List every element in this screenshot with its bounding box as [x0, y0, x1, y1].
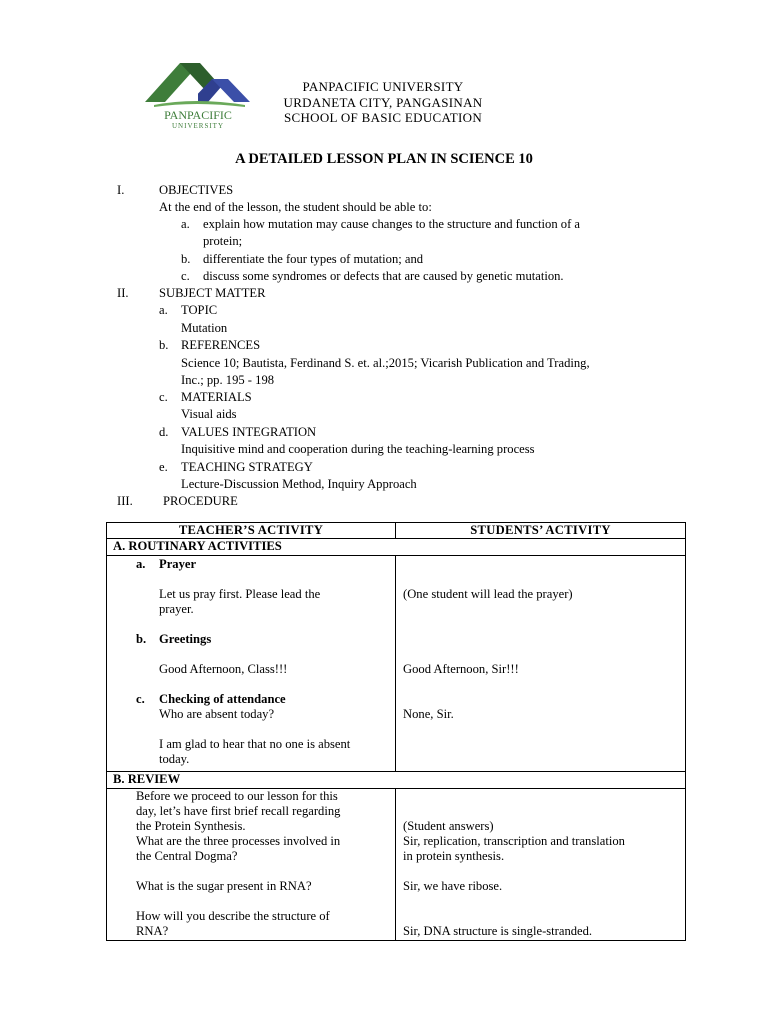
- subject-value: Science 10; Bautista, Ferdinand S. et. al.;2015; Vicarish Publication and Trading,: [181, 356, 590, 370]
- routinary-activities-heading: A. ROUTINARY ACTIVITIES: [107, 539, 686, 556]
- teacher-line: What are the three processes involved in: [136, 834, 341, 848]
- review-heading: B. REVIEW: [107, 772, 686, 789]
- student-line: in protein synthesis.: [403, 849, 505, 863]
- student-line: (Student answers): [403, 819, 494, 833]
- subject-value: Lecture-Discussion Method, Inquiry Approach: [181, 477, 417, 491]
- prayer-label: Prayer: [159, 557, 197, 571]
- teacher-line: Before we proceed to our lesson for this: [136, 789, 338, 803]
- teacher-line: Who are absent today?: [159, 707, 275, 721]
- teacher-line: Let us pray first. Please lead the: [159, 587, 321, 601]
- list-marker: a.: [159, 303, 168, 317]
- objectives-heading: OBJECTIVES: [159, 183, 234, 197]
- objectives-intro: At the end of the lesson, the student should be able to:: [159, 200, 432, 214]
- teacher-line: the Central Dogma?: [136, 849, 238, 863]
- list-marker: a.: [136, 557, 146, 571]
- subject-value: Inquisitive mind and cooperation during the teaching-learning process: [181, 442, 535, 456]
- routinary-teacher-cell: [107, 556, 396, 772]
- attendance-label: Checking of attendance: [159, 692, 286, 706]
- greetings-label: Greetings: [159, 632, 212, 646]
- teacher-line: today.: [159, 752, 190, 766]
- list-marker: c.: [159, 390, 168, 404]
- logo-text: PANPACIFIC: [164, 108, 232, 122]
- list-marker: b.: [159, 338, 169, 352]
- student-line: Sir, we have ribose.: [403, 879, 503, 893]
- student-line: Sir, replication, transcription and translation: [403, 834, 625, 848]
- list-marker: b.: [181, 252, 191, 266]
- teacher-line: day, let’s have first brief recall regarding: [136, 804, 341, 818]
- teacher-line: How will you describe the structure of: [136, 909, 330, 923]
- student-line: Good Afternoon, Sir!!!: [403, 662, 519, 676]
- subject-label: MATERIALS: [181, 390, 252, 404]
- student-line: (One student will lead the prayer): [403, 587, 573, 601]
- list-marker: e.: [159, 460, 168, 474]
- review-student-cell: [396, 789, 686, 941]
- student-line: Sir, DNA structure is single-stranded.: [403, 924, 593, 938]
- list-marker: c.: [136, 692, 145, 706]
- teacher-line: I am glad to hear that no one is absent: [159, 737, 351, 751]
- procedure-heading: PROCEDURE: [163, 494, 238, 508]
- list-marker: b.: [136, 632, 147, 646]
- routinary-student-cell: [396, 556, 686, 772]
- page-title: A DETAILED LESSON PLAN IN SCIENCE 10: [235, 151, 533, 167]
- objective-item: explain how mutation may cause changes to the structure and function of a: [203, 217, 580, 231]
- objective-item-cont: protein;: [203, 234, 243, 248]
- objective-item: differentiate the four types of mutation; and: [203, 252, 424, 266]
- list-marker: d.: [159, 425, 169, 439]
- teacher-line: the Protein Synthesis.: [136, 819, 246, 833]
- logo-subtext: UNIVERSITY: [172, 122, 224, 130]
- header-university: PANPACIFIC UNIVERSITY: [302, 79, 464, 94]
- subject-value: Mutation: [181, 321, 228, 335]
- list-marker: c.: [181, 269, 190, 283]
- subject-value: Visual aids: [181, 407, 237, 421]
- subject-matter-heading: SUBJECT MATTER: [159, 286, 266, 300]
- objective-item: discuss some syndromes or defects that are caused by genetic mutation.: [203, 269, 564, 283]
- subject-label: REFERENCES: [181, 338, 261, 352]
- list-marker: a.: [181, 217, 190, 231]
- header-city: URDANETA CITY, PANGASINAN: [283, 95, 483, 110]
- section-number: I.: [117, 183, 125, 197]
- teacher-line: prayer.: [159, 602, 194, 616]
- teacher-activity-header: TEACHER’S ACTIVITY: [107, 523, 396, 539]
- procedure-table: [106, 522, 686, 941]
- subject-label: TEACHING STRATEGY: [181, 460, 313, 474]
- students-activity-header: STUDENTS’ ACTIVITY: [396, 523, 686, 539]
- teacher-line: What is the sugar present in RNA?: [136, 879, 312, 893]
- subject-label: VALUES INTEGRATION: [181, 425, 317, 439]
- student-line: None, Sir.: [403, 707, 454, 721]
- review-teacher-cell: [107, 789, 396, 941]
- teacher-line: RNA?: [136, 924, 169, 938]
- subject-label: TOPIC: [181, 303, 218, 317]
- teacher-line: Good Afternoon, Class!!!: [159, 662, 288, 676]
- header-school: SCHOOL OF BASIC EDUCATION: [283, 110, 483, 125]
- section-number: II.: [117, 286, 129, 300]
- subject-value-cont: Inc.; pp. 195 - 198: [181, 373, 275, 387]
- section-number: III.: [117, 494, 133, 508]
